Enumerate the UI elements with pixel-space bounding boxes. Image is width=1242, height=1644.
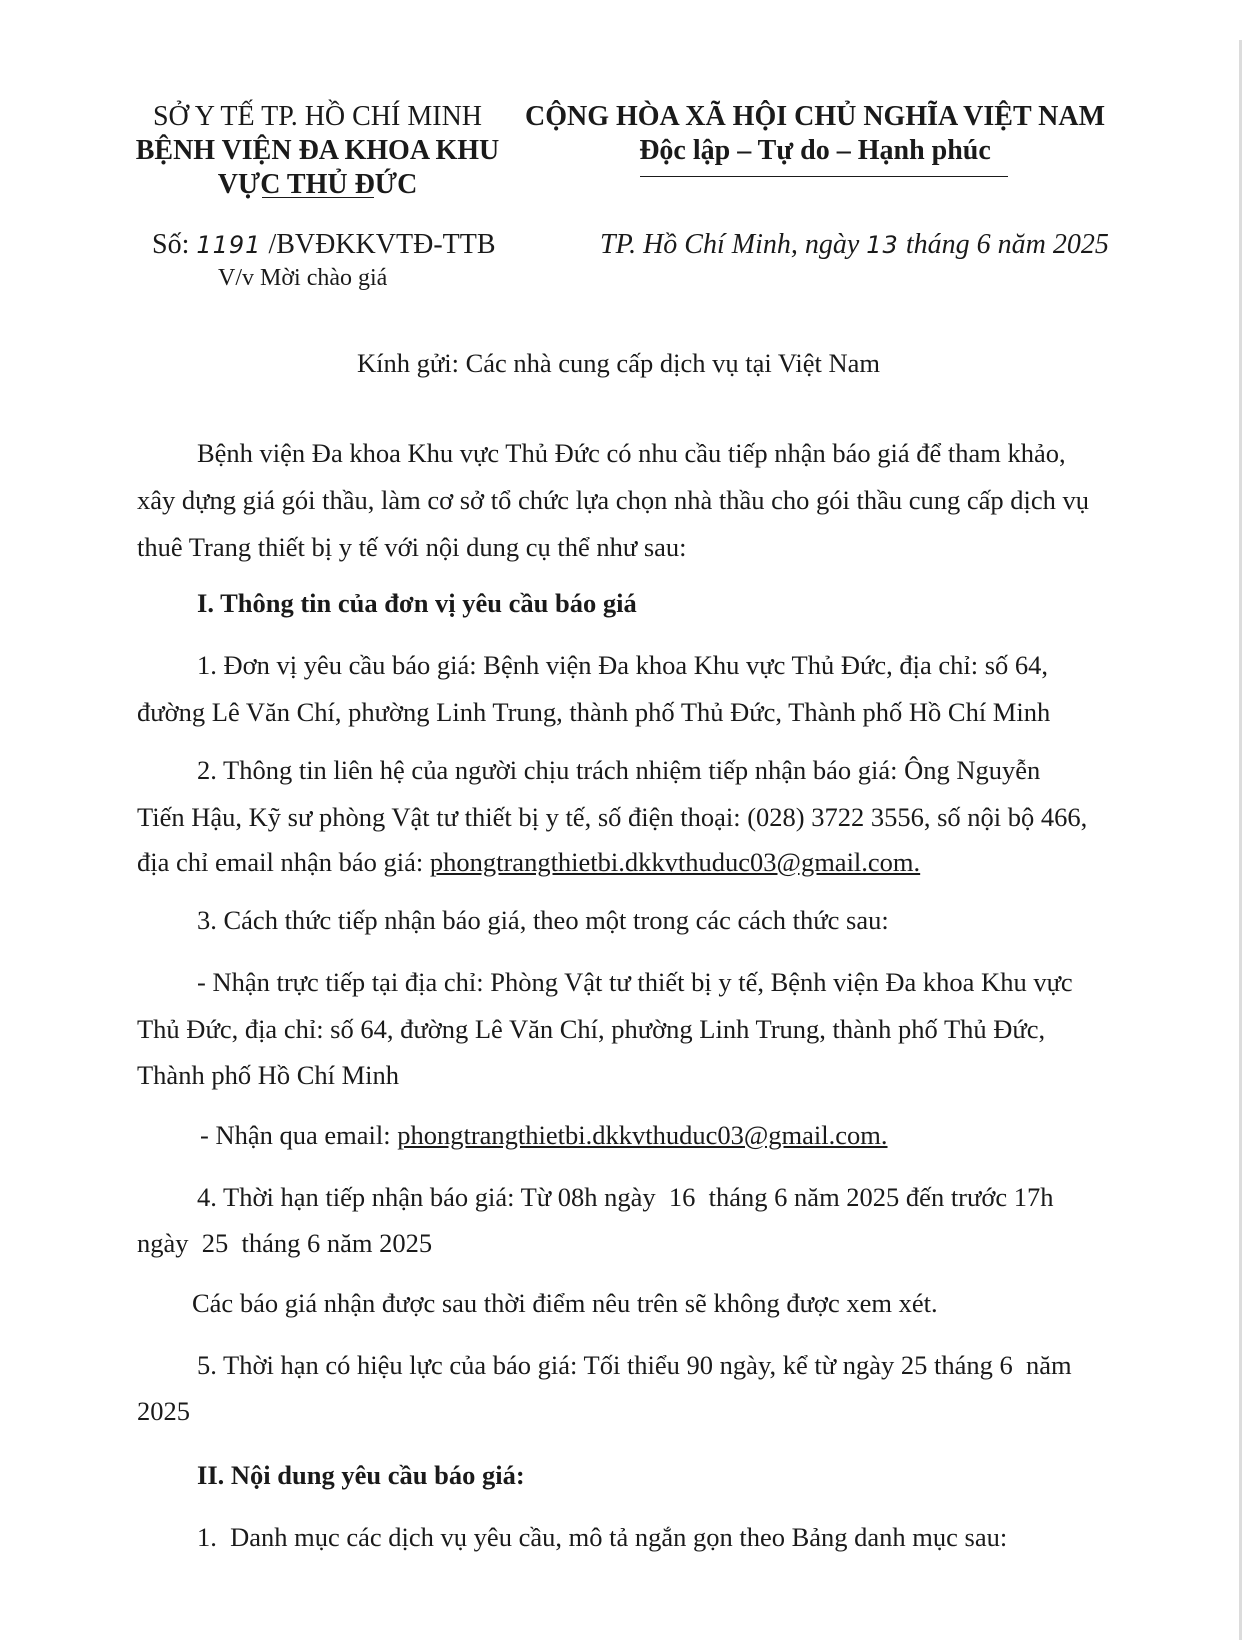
item5-line-2: 2025 — [137, 1396, 190, 1426]
recipient-line: Kính gửi: Các nhà cung cấp dịch vụ tại Việt Nam — [357, 348, 881, 378]
item4-line-1: 4. Thời hạn tiếp nhận báo giá: Từ 08h ngày 16 tháng 6 năm 2025 đến trước 17h — [197, 1182, 1054, 1212]
date-day-handwritten: 13 — [866, 231, 899, 259]
org-underline — [262, 197, 374, 198]
section2-heading: II. Nội dung yêu cầu báo giá: — [197, 1460, 525, 1490]
nation-title: CỘNG HÒA XÃ HỘI CHỦ NGHĨA VIỆT NAM — [524, 101, 1106, 132]
motto-underline — [640, 176, 1008, 177]
section1-heading: I. Thông tin của đơn vị yêu cầu báo giá — [197, 588, 637, 618]
org-block — [135, 100, 500, 202]
date-line — [600, 228, 1109, 262]
intro-line-1: Bệnh viện Đa khoa Khu vực Thủ Đức có nhu cầu tiếp nhận báo giá để tham khảo, — [197, 438, 1066, 468]
item2-line-1: 2. Thông tin liên hệ của người chịu trách nhiệm tiếp nhận báo giá: Ông Nguyễn — [197, 755, 1041, 785]
doc-number — [152, 228, 496, 262]
item3-line: 3. Cách thức tiếp nhận báo giá, theo một trong các cách thức sau: — [197, 905, 889, 935]
item3-direct-line-1: - Nhận trực tiếp tại địa chỉ: Phòng Vật tư thiết bị y tế, Bệnh viện Đa khoa Khu vực — [197, 967, 1073, 997]
item2-line-3 — [137, 847, 920, 877]
section2-item1: 1. Danh mục các dịch vụ yêu cầu, mô tả ngắn gọn theo Bảng danh mục sau: — [197, 1522, 1008, 1552]
nation-block — [520, 100, 1110, 168]
item1-line-1: 1. Đơn vị yêu cầu báo giá: Bệnh viện Đa khoa Khu vực Thủ Đức, địa chỉ: số 64, — [197, 650, 1049, 680]
date-part2: tháng 6 năm 2025 — [905, 229, 1109, 260]
intro-line-3: thuê Trang thiết bị y tế với nội dung cụ thể như sau: — [137, 532, 687, 562]
doc-number-handwritten: 1191 — [196, 231, 262, 259]
contact-email-link[interactable]: phongtrangthietbi.dkkvthuduc03@gmail.com. — [429, 847, 921, 877]
date-part1: TP. Hồ Chí Minh, ngày — [600, 229, 860, 260]
intro-line-2: xây dựng giá gói thầu, làm cơ sở tổ chức lựa chọn nhà thầu cho gói thầu cung cấp dịch vụ — [137, 485, 1089, 515]
item3-direct-line-2: Thủ Đức, địa chỉ: số 64, đường Lê Văn Chí, phường Linh Trung, thành phố Thủ Đức, — [137, 1014, 1046, 1044]
org-ministry: SỞ Y TẾ TP. HỒ CHÍ MINH — [152, 101, 483, 132]
late-note: Các báo giá nhận được sau thời điểm nêu trên sẽ không được xem xét. — [192, 1288, 938, 1318]
item3-email-prefix: - Nhận qua email: — [200, 1120, 391, 1150]
doc-subject: V/v Mời chào giá — [218, 265, 388, 291]
doc-number-prefix: Số: — [152, 229, 190, 260]
item3-direct-line-3: Thành phố Hồ Chí Minh — [137, 1060, 400, 1090]
item1-line-2: đường Lê Văn Chí, phường Linh Trung, thành phố Thủ Đức, Thành phố Hồ Chí Minh — [137, 697, 1051, 727]
org-hospital-line2: VỰC THỦ ĐỨC — [217, 169, 418, 200]
doc-number-suffix: /BVĐKKVTĐ-TTB — [268, 229, 496, 260]
item2-email-prefix: địa chỉ email nhận báo giá: — [137, 847, 424, 877]
nation-motto: Độc lập – Tự do – Hạnh phúc — [639, 135, 991, 166]
item2-line-2: Tiến Hậu, Kỹ sư phòng Vật tư thiết bị y tế, số điện thoại: (028) 3722 3556, số nội bộ 466, — [137, 802, 1088, 832]
item4-line-2: ngày 25 tháng 6 năm 2025 — [137, 1228, 433, 1258]
item3-email-line — [200, 1120, 888, 1150]
submission-email-link[interactable]: phongtrangthietbi.dkkvthuduc03@gmail.com. — [397, 1120, 888, 1150]
item5-line-1: 5. Thời hạn có hiệu lực của báo giá: Tối thiểu 90 ngày, kể từ ngày 25 tháng 6 năm — [197, 1350, 1072, 1380]
org-hospital-line1: BỆNH VIỆN ĐA KHOA KHU — [135, 135, 500, 166]
